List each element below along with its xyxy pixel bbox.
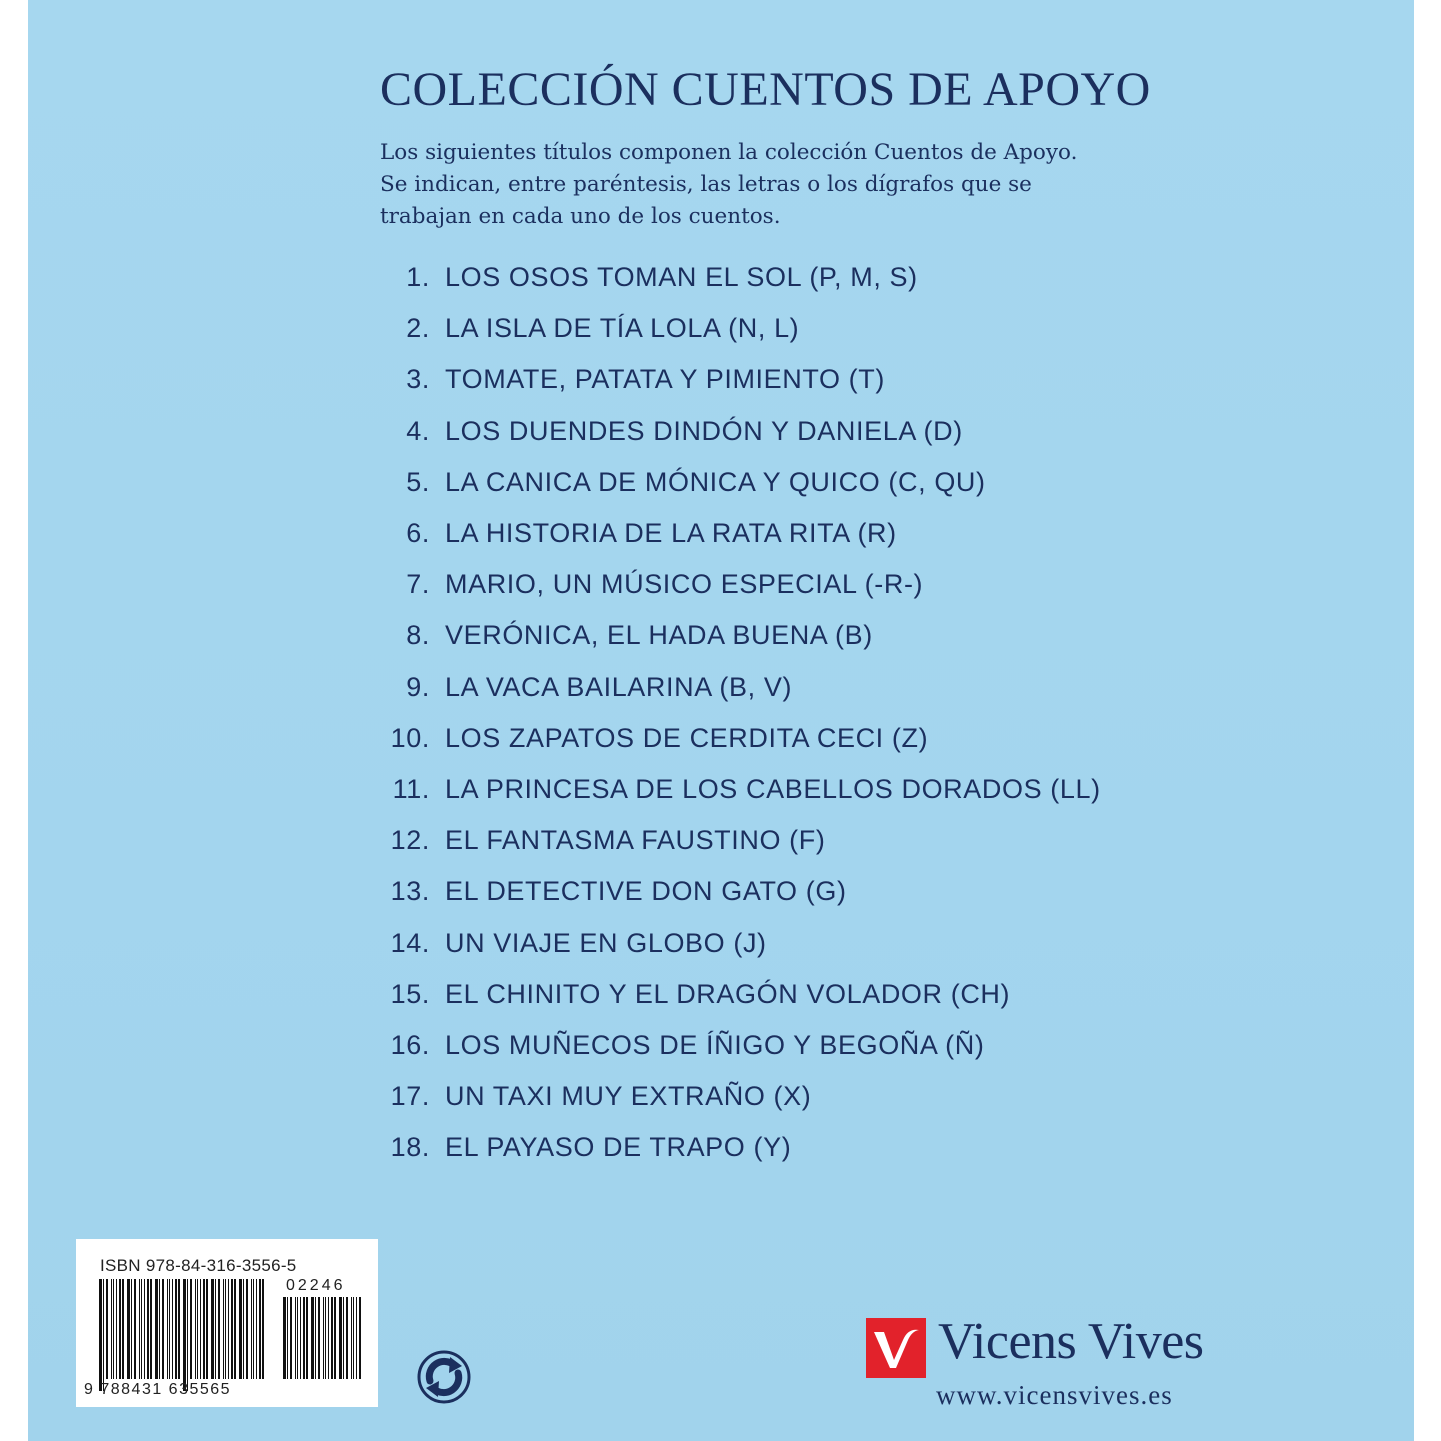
book-item xyxy=(380,406,1101,457)
barcode-bar xyxy=(239,1279,242,1379)
book-number: 14. xyxy=(390,927,430,958)
barcode-bar xyxy=(159,1279,160,1379)
book-item xyxy=(380,457,1101,508)
barcode-bar xyxy=(150,1279,152,1379)
barcode-bar xyxy=(356,1297,357,1379)
book-item xyxy=(380,610,1101,661)
barcode-bar xyxy=(331,1297,333,1379)
barcode-bar xyxy=(134,1279,136,1379)
barcode-bar xyxy=(167,1279,168,1379)
intro-line: Se indican, entre paréntesis, las letras o los dígrafos que se xyxy=(380,172,1032,197)
book-number: 8. xyxy=(406,620,430,651)
book-item xyxy=(380,815,1101,866)
barcode-bar xyxy=(346,1297,348,1379)
book-title: LA CANICA DE MÓNICA Y QUICO (C, QU) xyxy=(445,466,986,497)
book-title: TOMATE, PATATA Y PIMIENTO (T) xyxy=(445,364,885,395)
barcode-bar xyxy=(116,1279,117,1379)
barcode-bar xyxy=(106,1279,108,1379)
barcode-bar xyxy=(315,1297,316,1379)
barcode-bar xyxy=(287,1297,288,1379)
barcode-bar xyxy=(328,1297,329,1379)
book-title: LA PRINCESA DE LOS CABELLOS DORADOS (LL) xyxy=(445,773,1101,804)
barcode-bar xyxy=(243,1279,244,1379)
barcode-bar xyxy=(306,1297,308,1379)
book-title: VERÓNICA, EL HADA BUENA (B) xyxy=(445,620,873,651)
book-number: 18. xyxy=(390,1132,430,1163)
barcode-bar xyxy=(295,1297,296,1379)
book-title: LA ISLA DE TÍA LOLA (N, L) xyxy=(445,313,800,344)
barcode-bar xyxy=(139,1279,140,1379)
barcode-bar xyxy=(169,1279,170,1379)
ean-barcode xyxy=(98,1279,268,1391)
barcode-bar xyxy=(187,1279,188,1391)
book-number: 1. xyxy=(406,262,430,293)
intro-line: trabajan en cada uno de los cuentos. xyxy=(380,204,781,229)
book-number: 16. xyxy=(390,1029,430,1060)
book-number: 13. xyxy=(390,876,430,907)
barcode-bar xyxy=(359,1297,361,1379)
book-number: 9. xyxy=(406,671,430,702)
book-item xyxy=(380,303,1101,354)
barcode-bar xyxy=(318,1297,320,1379)
book-title: EL CHINITO Y EL DRAGÓN VOLADOR (CH) xyxy=(445,978,1011,1009)
barcode-bar xyxy=(141,1279,142,1379)
barcode-bar xyxy=(111,1279,112,1379)
barcode-bar xyxy=(200,1279,201,1379)
book-number: 10. xyxy=(390,722,430,753)
book-title: LOS MUÑECOS DE ÍÑIGO Y BEGOÑA (Ñ) xyxy=(445,1029,985,1060)
ean-digits: 9 788431 635565 xyxy=(84,1381,232,1398)
barcode-bar xyxy=(155,1279,158,1379)
barcode-bar xyxy=(203,1279,205,1379)
barcode-bar xyxy=(99,1279,102,1391)
book-item xyxy=(380,764,1101,815)
barcode-bar xyxy=(223,1279,224,1379)
barcode-bar xyxy=(147,1279,149,1379)
book-item xyxy=(380,662,1101,713)
book-title: UN VIAJE EN GLOBO (J) xyxy=(445,927,767,958)
book-item xyxy=(380,559,1101,610)
book-title: LOS OSOS TOMAN EL SOL (P, M, S) xyxy=(445,262,918,293)
barcode-bar xyxy=(283,1297,286,1379)
barcode-bar xyxy=(211,1279,214,1379)
book-number: 3. xyxy=(406,364,430,395)
book-number: 11. xyxy=(392,773,430,804)
barcode-bar xyxy=(113,1279,114,1379)
book-title: EL PAYASO DE TRAPO (Y) xyxy=(445,1132,792,1163)
book-number: 17. xyxy=(390,1081,430,1112)
intro-paragraph xyxy=(380,137,1140,233)
barcode-bar xyxy=(262,1279,264,1379)
barcode-bar xyxy=(256,1279,257,1379)
barcode-bar xyxy=(303,1297,305,1379)
book-title: LA VACA BAILARINA (B, V) xyxy=(445,671,793,702)
book-number: 5. xyxy=(406,466,430,497)
barcode-bar xyxy=(215,1279,216,1379)
book-item xyxy=(380,1122,1101,1173)
barcode-bar xyxy=(334,1297,336,1379)
barcode-bar xyxy=(339,1297,342,1379)
isbn-number: ISBN 978-84-316-3556-5 xyxy=(100,1256,297,1275)
book-number: 6. xyxy=(406,518,430,549)
barcode-bar xyxy=(131,1279,132,1379)
barcode-bar xyxy=(251,1279,252,1379)
book-item xyxy=(380,969,1101,1020)
book-number: 12. xyxy=(390,825,430,856)
barcode-bar xyxy=(259,1279,261,1379)
barcode-addon-digits: 02246 xyxy=(286,1277,346,1294)
recycle-icon xyxy=(414,1347,474,1407)
book-list xyxy=(380,252,1101,1173)
barcode-bar xyxy=(297,1297,298,1379)
barcode-bar xyxy=(253,1279,254,1379)
book-title: LOS DUENDES DINDÓN Y DANIELA (D) xyxy=(445,415,963,446)
barcode-bar xyxy=(195,1279,196,1379)
barcode-bar xyxy=(311,1297,314,1379)
book-number: 4. xyxy=(406,415,430,446)
book-number: 15. xyxy=(390,978,430,1009)
barcode-bar xyxy=(175,1279,177,1379)
barcode-bar xyxy=(183,1279,186,1391)
barcode-bar xyxy=(127,1279,130,1379)
barcode-bar xyxy=(325,1297,326,1379)
barcode-bar xyxy=(162,1279,164,1379)
barcode-bar xyxy=(172,1279,173,1379)
barcode-bar xyxy=(343,1297,344,1379)
book-item xyxy=(380,866,1101,917)
barcode-bar xyxy=(323,1297,324,1379)
barcode-bar xyxy=(144,1279,145,1379)
book-item xyxy=(380,917,1101,968)
collection-title: COLECCIÓN CUENTOS DE APOYO xyxy=(380,63,1151,116)
publisher-logo-icon xyxy=(866,1318,926,1378)
book-title: EL FANTASMA FAUSTINO (F) xyxy=(445,825,826,856)
book-item xyxy=(380,713,1101,764)
book-title: LA HISTORIA DE LA RATA RITA (R) xyxy=(445,518,897,549)
barcode-bar xyxy=(206,1279,208,1379)
book-item xyxy=(380,1071,1101,1122)
barcode-box xyxy=(76,1239,378,1407)
publisher-name: Vicens Vives xyxy=(938,1313,1204,1370)
book-title: UN TAXI MUY EXTRAÑO (X) xyxy=(445,1081,812,1112)
barcode-bar xyxy=(231,1279,233,1379)
publisher-url: www.vicensvives.es xyxy=(936,1380,1173,1410)
barcode-bar xyxy=(225,1279,226,1379)
intro-line: Los siguientes títulos componen la colección Cuentos de Apoyo. xyxy=(380,140,1078,165)
barcode-bar xyxy=(353,1297,354,1379)
barcode-bar xyxy=(246,1279,248,1379)
barcode-bar xyxy=(119,1279,121,1379)
barcode-bar xyxy=(228,1279,229,1379)
barcode-bar xyxy=(122,1279,124,1379)
book-title: EL DETECTIVE DON GATO (G) xyxy=(445,876,847,907)
barcode-bar xyxy=(197,1279,198,1379)
barcode-bar xyxy=(218,1279,220,1379)
book-number: 7. xyxy=(406,569,430,600)
book-title: LOS ZAPATOS DE CERDITA CECI (Z) xyxy=(445,722,929,753)
barcode-bar xyxy=(178,1279,180,1379)
addon-barcode xyxy=(282,1297,362,1391)
book-item xyxy=(380,508,1101,559)
book-item xyxy=(380,354,1101,405)
book-number: 2. xyxy=(406,313,430,344)
barcode-bar xyxy=(290,1297,292,1379)
barcode-bar xyxy=(190,1279,192,1379)
barcode-bar xyxy=(234,1279,236,1379)
book-item xyxy=(380,1020,1101,1071)
barcode-bar xyxy=(351,1297,352,1379)
book-title: MARIO, UN MÚSICO ESPECIAL (-R-) xyxy=(445,569,924,600)
book-item xyxy=(380,252,1101,303)
barcode-bar xyxy=(103,1279,104,1391)
barcode-bar xyxy=(300,1297,301,1379)
